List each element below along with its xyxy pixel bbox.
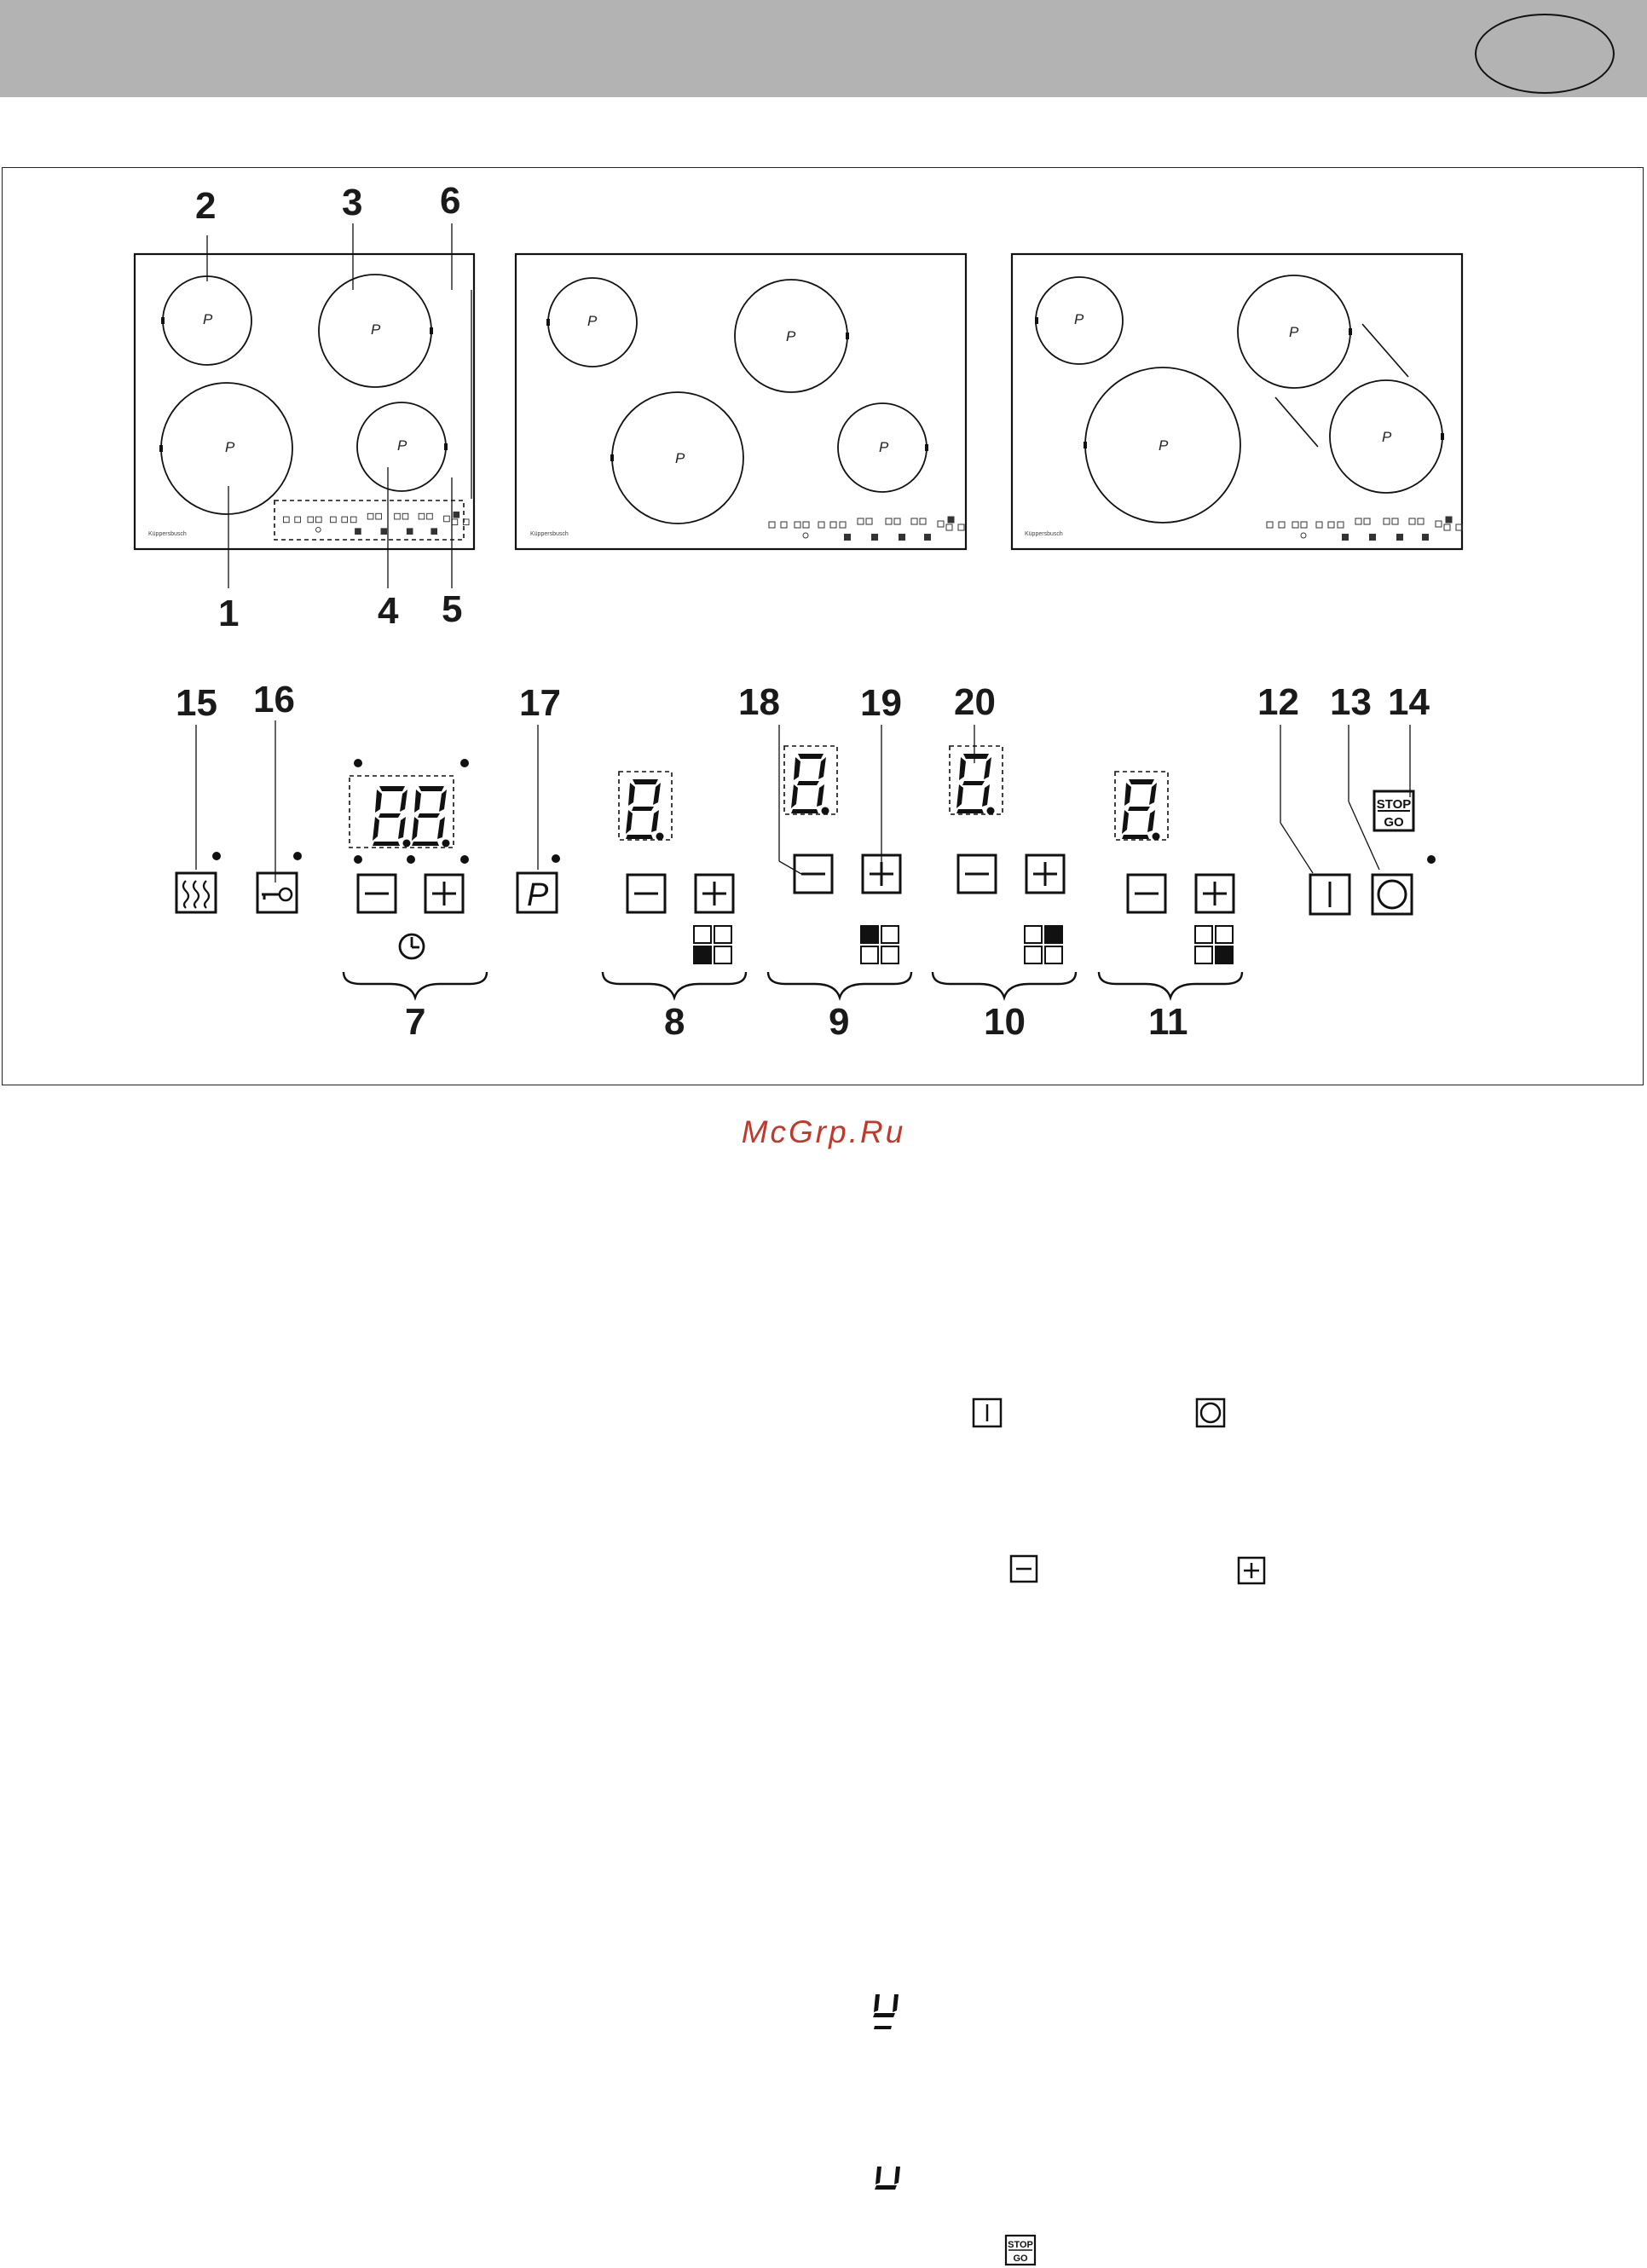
plus-icon [1237, 1556, 1266, 1585]
callout-3: 3 [342, 182, 363, 223]
stop-go-icon [1004, 2234, 1037, 2266]
callout-7: 7 [405, 1001, 426, 1043]
on-icon [972, 1397, 1003, 1428]
callout-6: 6 [440, 180, 461, 222]
hob-diagram-3 [1012, 254, 1462, 549]
callout-13: 13 [1330, 681, 1372, 723]
zone-8-minus-button[interactable] [627, 875, 665, 912]
timer-display [350, 759, 469, 864]
brace-10 [933, 972, 1076, 998]
zone-11-plus-button[interactable] [1196, 875, 1234, 912]
zone-11-minus-button[interactable] [1128, 875, 1165, 912]
stop-go-icon [1374, 791, 1413, 830]
hob-diagram-2 [516, 254, 966, 549]
callout-8: 8 [664, 1001, 685, 1043]
callout-14: 14 [1388, 681, 1430, 723]
zone-label: P [1159, 437, 1169, 454]
watermark: McGrp.Ru [741, 1114, 906, 1149]
callout-17: 17 [519, 682, 561, 724]
timer-plus-button[interactable] [425, 875, 463, 912]
callout-15: 15 [176, 682, 217, 724]
zone-label: P [203, 311, 213, 327]
callout-5: 5 [442, 588, 463, 630]
segment-u-icon [873, 2164, 902, 2193]
zone-10-minus-button[interactable] [958, 855, 996, 893]
callout-10: 10 [984, 1001, 1026, 1043]
zone-10-plus-button[interactable] [1026, 855, 1064, 893]
program-key-label: P [527, 877, 549, 913]
brand-label: Küppersbusch [148, 531, 187, 537]
segment-u-underscore-icon [871, 1992, 900, 2033]
brace-9 [768, 972, 911, 998]
on-button[interactable] [1310, 875, 1349, 914]
zone-label: P [786, 328, 796, 344]
zone-indicator-icon [694, 926, 731, 963]
key-lock-icon [257, 852, 302, 912]
brace-11 [1099, 972, 1242, 998]
callout-12: 12 [1257, 681, 1299, 723]
zone-11-controls [1115, 772, 1234, 963]
zone-8-controls [619, 772, 733, 963]
stop-label: STOP [1376, 797, 1412, 812]
brand-label: Küppersbusch [1025, 531, 1063, 537]
program-p-button[interactable] [517, 854, 560, 913]
warm-keep-icon [176, 852, 221, 912]
zone-label: P [1382, 429, 1392, 445]
timer-minus-button[interactable] [358, 875, 396, 912]
callout-18: 18 [738, 681, 780, 723]
zone-label: P [1074, 311, 1084, 327]
off-icon [1195, 1397, 1226, 1428]
brand-label: Küppersbusch [530, 531, 569, 537]
minus-icon [1009, 1554, 1038, 1583]
brace-7 [344, 972, 487, 998]
brace-8 [603, 972, 746, 998]
zone-indicator-icon [1195, 926, 1233, 963]
hob-diagram-1 [135, 223, 474, 588]
go-label: GO [1013, 2254, 1028, 2264]
callout-19: 19 [860, 682, 902, 724]
go-label: GO [1384, 815, 1404, 830]
zone-label: P [675, 450, 685, 466]
off-button[interactable] [1372, 855, 1436, 914]
zone-9-minus-button[interactable] [795, 855, 832, 893]
clock-icon [400, 934, 424, 958]
callout-11: 11 [1148, 1001, 1188, 1043]
zone-indicator-icon [861, 926, 899, 963]
zone-indicator-icon [1025, 926, 1062, 963]
callout-4: 4 [378, 590, 399, 632]
callout-9: 9 [829, 1001, 850, 1043]
zone-label: P [587, 313, 598, 329]
zone-10-controls [950, 746, 1064, 963]
zone-label: P [371, 321, 381, 338]
callout-2: 2 [195, 185, 217, 227]
callout-20: 20 [954, 681, 996, 723]
figure-diagram [0, 0, 1647, 1091]
callout-16: 16 [253, 679, 295, 720]
stop-label: STOP [1008, 2240, 1033, 2250]
zone-label: P [397, 437, 407, 454]
zone-label: P [879, 439, 889, 455]
callout-1: 1 [218, 593, 240, 634]
zone-9-controls [784, 746, 900, 963]
zone-label: P [1289, 324, 1299, 340]
zone-label: P [225, 439, 235, 455]
zone-8-plus-button[interactable] [696, 875, 733, 912]
